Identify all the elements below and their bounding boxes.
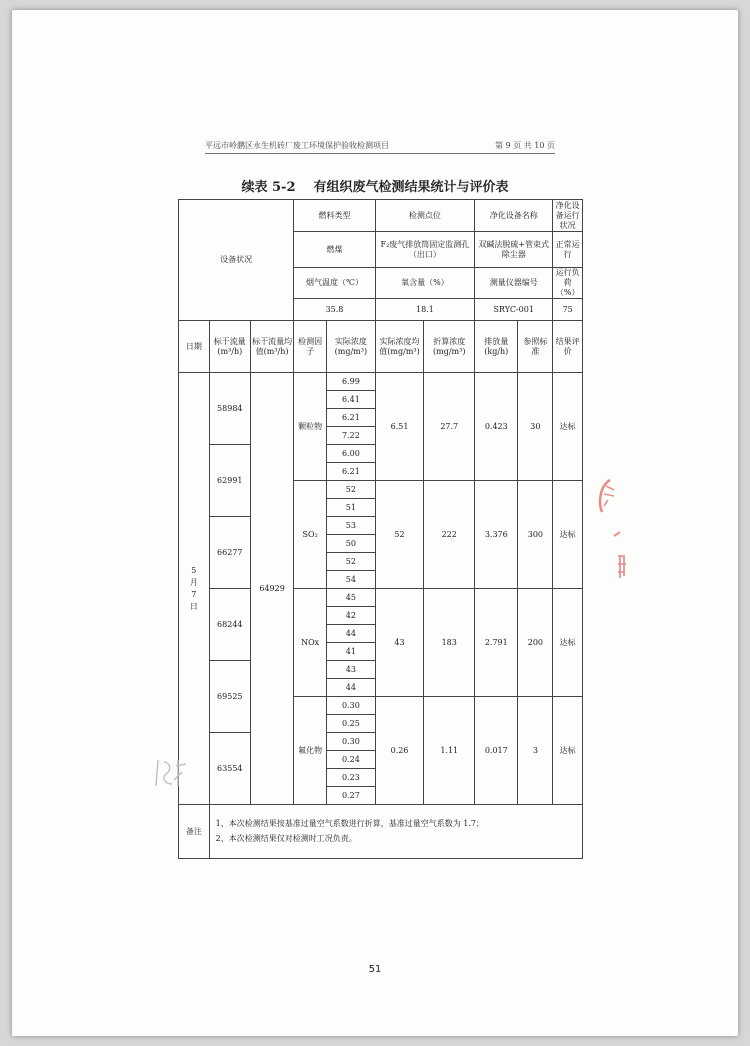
actual-concentration: 0.25 [327, 715, 376, 733]
fuel-type-header: 燃料类型 [294, 200, 375, 232]
factor-name: 颗粒物 [294, 373, 327, 481]
instrument-id-header: 测量仪器编号 [475, 268, 553, 299]
actual-concentration: 6.99 [327, 373, 376, 391]
actual-concentration: 0.30 [327, 733, 376, 751]
emission-rate: 0.017 [475, 697, 518, 805]
equipment-status-label: 设备状况 [179, 200, 294, 321]
actual-concentration: 42 [327, 607, 376, 625]
monitoring-point-value: F₂废气排放筒固定监测孔（出口） [375, 232, 474, 268]
remark-line-1: 1、本次检测结果按基准过量空气系数进行折算，基准过量空气系数为 1.7； [215, 819, 485, 829]
fuel-type-value: 燃煤 [294, 232, 375, 268]
red-seal-stamp [596, 472, 630, 592]
emission-results-table [178, 199, 583, 859]
actual-mean: 52 [375, 481, 424, 589]
flow-mean-value: 64929 [250, 373, 293, 805]
flue-temp-value: 35.8 [294, 299, 375, 321]
factor-name: SO₂ [294, 481, 327, 589]
converted-concentration: 222 [424, 481, 475, 589]
actual-concentration: 54 [327, 571, 376, 589]
actual-concentration: 41 [327, 643, 376, 661]
reference-standard: 200 [518, 589, 553, 697]
oxygen-header: 氧含量（%） [375, 268, 474, 299]
reference-standard: 30 [518, 373, 553, 481]
actual-concentration: 6.21 [327, 463, 376, 481]
flow-value: 58984 [209, 373, 250, 445]
factor-name: 氟化物 [294, 697, 327, 805]
monitoring-point-header: 检测点位 [375, 200, 474, 232]
actual-concentration: 52 [327, 481, 376, 499]
remarks-content [209, 805, 582, 859]
flow-value: 68244 [209, 589, 250, 661]
col-emission-header: 排放量(kg/h) [475, 321, 518, 373]
evaluation-result: 达标 [553, 589, 583, 697]
converted-concentration: 1.11 [424, 697, 475, 805]
actual-concentration: 44 [327, 679, 376, 697]
reference-standard: 300 [518, 481, 553, 589]
page-number: 51 [368, 964, 382, 975]
actual-concentration: 53 [327, 517, 376, 535]
actual-mean: 43 [375, 589, 424, 697]
purification-device-header: 净化设备名称 [475, 200, 553, 232]
actual-mean: 6.51 [375, 373, 424, 481]
header-page-info: 第 9 页 共 10 页 [495, 141, 555, 150]
date-cell: 5月7日 [179, 373, 210, 805]
flow-value: 69525 [209, 661, 250, 733]
evaluation-result: 达标 [553, 481, 583, 589]
flue-temp-header: 烟气温度（℃） [294, 268, 375, 299]
header-project: 平远市岭鹏区永生机砖厂废工环境保护验收检测项目 [205, 141, 389, 150]
actual-concentration: 0.30 [327, 697, 376, 715]
device-status-value: 正常运行 [553, 232, 583, 268]
col-date-header: 日期 [179, 321, 210, 373]
reference-standard: 3 [518, 697, 553, 805]
col-result-header: 结果评价 [553, 321, 583, 373]
actual-concentration: 0.24 [327, 751, 376, 769]
actual-concentration: 0.27 [327, 787, 376, 805]
actual-concentration: 50 [327, 535, 376, 553]
actual-concentration: 6.21 [327, 409, 376, 427]
load-header: 运行负荷（%） [553, 268, 583, 299]
col-factor-header: 检测因子 [294, 321, 327, 373]
flow-value: 63554 [209, 733, 250, 805]
flow-value: 62991 [209, 445, 250, 517]
actual-concentration: 52 [327, 553, 376, 571]
col-actual-mean-header: 实际浓度均值(mg/m³) [375, 321, 424, 373]
col-actual-header: 实际浓度(mg/m³) [327, 321, 376, 373]
emission-rate: 0.423 [475, 373, 518, 481]
converted-concentration: 27.7 [424, 373, 475, 481]
table-row [179, 589, 583, 607]
purification-device-value: 双碱法脱硫+管束式除尘器 [475, 232, 553, 268]
actual-concentration: 6.00 [327, 445, 376, 463]
actual-concentration: 7.22 [327, 427, 376, 445]
faint-signature-mark [152, 752, 192, 792]
table-title [0, 176, 750, 195]
table-row [179, 373, 583, 391]
remark-line-2: 2、本次检测结果仅对检测时工况负责。 [215, 833, 357, 843]
oxygen-value: 18.1 [375, 299, 474, 321]
evaluation-result: 达标 [553, 697, 583, 805]
device-status-header: 净化设备运行状况 [553, 200, 583, 232]
actual-concentration: 6.41 [327, 391, 376, 409]
instrument-id-value: SRYC-001 [475, 299, 553, 321]
actual-concentration: 45 [327, 589, 376, 607]
emission-rate: 2.791 [475, 589, 518, 697]
actual-concentration: 43 [327, 661, 376, 679]
actual-concentration: 0.23 [327, 769, 376, 787]
col-flow-header: 标干流量(m³/h) [209, 321, 250, 373]
load-value: 75 [553, 299, 583, 321]
actual-concentration: 51 [327, 499, 376, 517]
evaluation-result: 达标 [553, 373, 583, 481]
flow-value: 66277 [209, 517, 250, 589]
col-standard-header: 参照标准 [518, 321, 553, 373]
converted-concentration: 183 [424, 589, 475, 697]
remarks-label: 备注 [179, 805, 210, 859]
factor-name: NOx [294, 589, 327, 697]
remarks-row [179, 805, 583, 859]
col-flow-mean-header: 标干流量均值(m³/h) [250, 321, 293, 373]
actual-concentration: 44 [327, 625, 376, 643]
table-caption: 有组织废气检测结果统计与评价表 [313, 180, 509, 195]
emission-rate: 3.376 [475, 481, 518, 589]
actual-mean: 0.26 [375, 697, 424, 805]
col-converted-header: 折算浓度(mg/m³) [424, 321, 475, 373]
table-number: 续表 5-2 [241, 180, 296, 195]
running-header [205, 140, 555, 154]
